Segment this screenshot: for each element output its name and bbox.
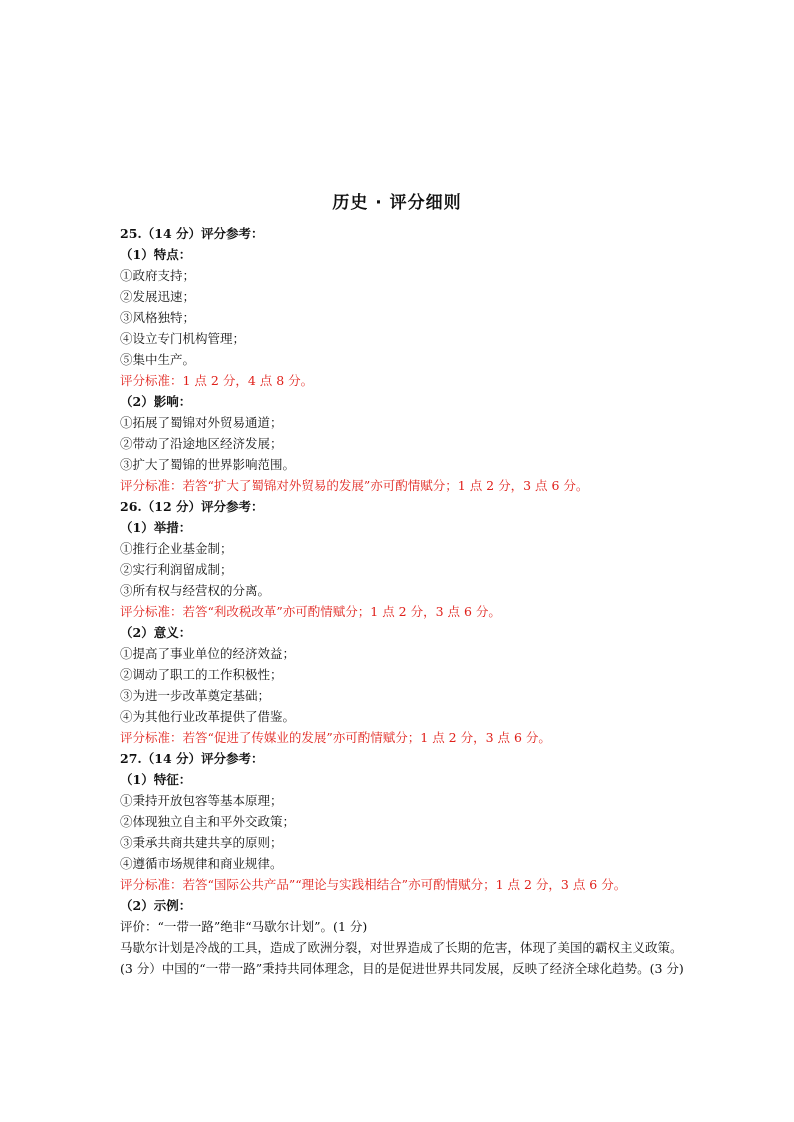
page-title: 历史 · 评分细则 bbox=[332, 193, 462, 213]
list-item: ③扩大了蜀锦的世界影响范围。 bbox=[120, 457, 296, 472]
list-item: ②发展迅速； bbox=[120, 289, 196, 304]
list-item: ④设立专门机构管理； bbox=[120, 331, 246, 346]
document-body bbox=[120, 223, 690, 979]
list-item: ②带动了沿途地区经济发展； bbox=[120, 436, 283, 451]
q26-part2-criteria: 评分标准：若答“促进了传媒业的发展”亦可酌情赋分；1 点 2 分，3 点 6 分。 bbox=[120, 730, 551, 745]
list-item: ③为进一步改革奠定基础； bbox=[120, 688, 271, 703]
q25-part1-criteria: 评分标准：1 点 2 分，4 点 8 分。 bbox=[120, 373, 314, 388]
list-item: ①政府支持； bbox=[120, 268, 196, 283]
list-item: ①提高了事业单位的经济效益； bbox=[120, 646, 296, 661]
q25-part1-title: （1）特点： bbox=[120, 247, 192, 262]
list-item: ③风格独特； bbox=[120, 310, 196, 325]
list-item: ②调动了职工的工作积极性； bbox=[120, 667, 283, 682]
list-item: ②实行利润留成制； bbox=[120, 562, 233, 577]
list-item: ①秉持开放包容等基本原理； bbox=[120, 793, 283, 808]
q25-part2-title: （2）影响： bbox=[120, 394, 192, 409]
list-item: ③所有权与经营权的分离。 bbox=[120, 583, 271, 598]
q26-part1-criteria: 评分标准：若答“利改税改革”亦可酌情赋分；1 点 2 分，3 点 6 分。 bbox=[120, 604, 501, 619]
list-item: ④为其他行业改革提供了借鉴。 bbox=[120, 709, 296, 724]
list-item: ②体现独立自主和平外交政策； bbox=[120, 814, 296, 829]
q26-header: 26.（12 分）评分参考： bbox=[120, 499, 264, 514]
q27-part1-title: （1）特征： bbox=[120, 772, 192, 787]
list-item: ③秉承共商共建共享的原则； bbox=[120, 835, 283, 850]
q27-part1-criteria: 评分标准：若答“国际公共产品”“理论与实践相结合”亦可酌情赋分；1 点 2 分，3 点 6 分。 bbox=[120, 877, 627, 892]
list-item: ④遵循市场规律和商业规律。 bbox=[120, 856, 283, 871]
q26-part2-title: （2）意义： bbox=[120, 625, 192, 640]
q25-part2-criteria: 评分标准：若答“扩大了蜀锦对外贸易的发展”亦可酌情赋分；1 点 2 分，3 点 6 分。 bbox=[120, 478, 589, 493]
q25-header: 25.（14 分）评分参考： bbox=[120, 226, 264, 241]
list-item: ①拓展了蜀锦对外贸易通道； bbox=[120, 415, 283, 430]
q27-example-body: 马歇尔计划是冷战的工具，造成了欧洲分裂，对世界造成了长期的危害，体现了美国的霸权主义政策。(3 分）中国的“一带一路”秉持共同体理念，目的是促进世界共同发展，反映了经济全球化趋势。(3 分) bbox=[120, 940, 684, 976]
q27-header: 27.（14 分）评分参考： bbox=[120, 751, 264, 766]
q27-evaluation: 评价：“一带一路”绝非“马歇尔计划”。(1 分) bbox=[120, 919, 368, 934]
q27-part2-title: （2）示例： bbox=[120, 898, 192, 913]
q26-part1-title: （1）举措： bbox=[120, 520, 192, 535]
list-item: ⑤集中生产。 bbox=[120, 352, 196, 367]
list-item: ①推行企业基金制； bbox=[120, 541, 233, 556]
